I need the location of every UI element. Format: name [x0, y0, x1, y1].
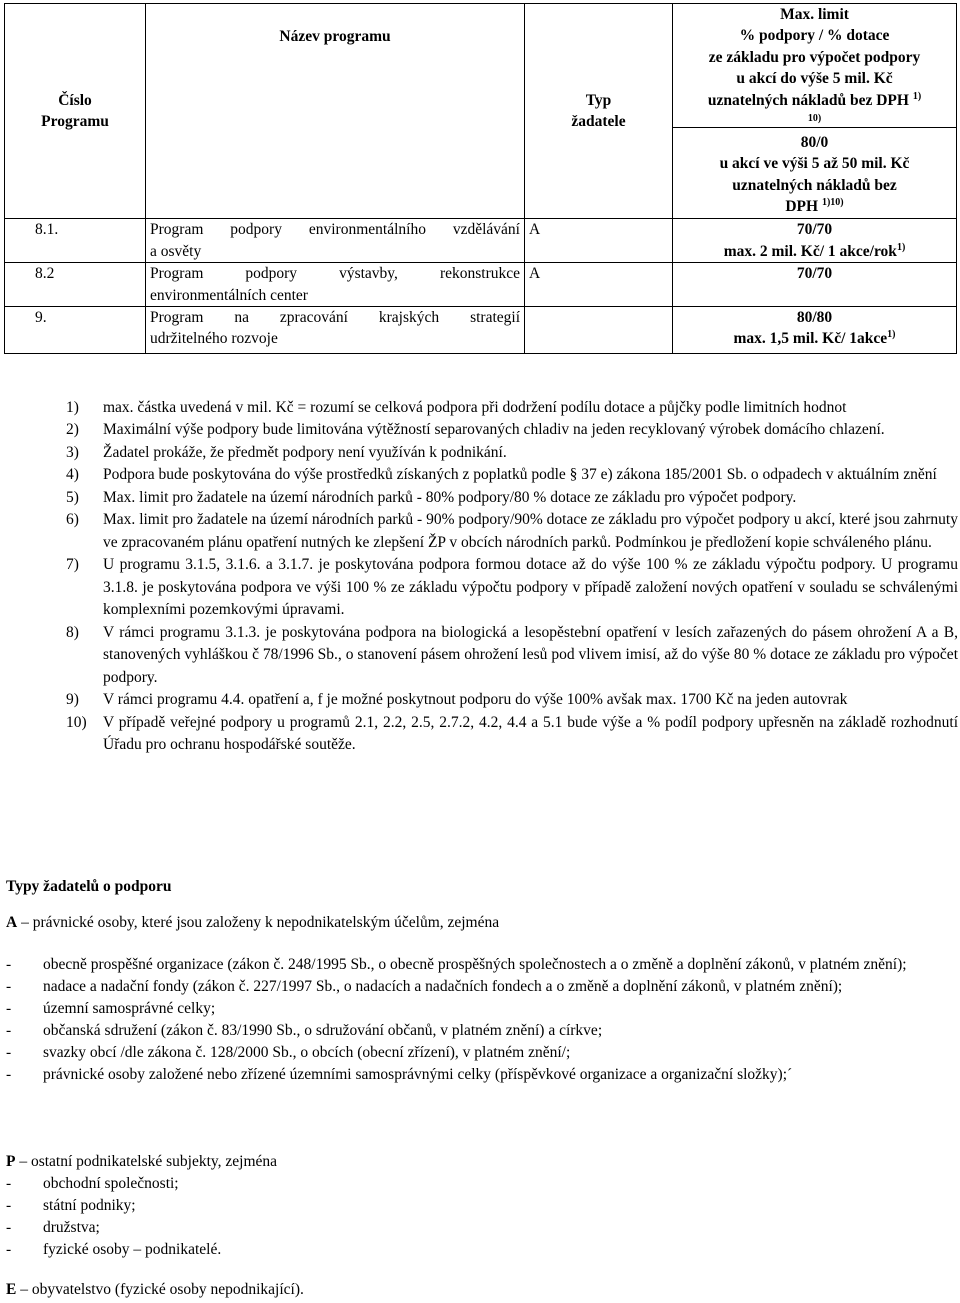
list-dash: -	[6, 956, 12, 973]
footnote-number: 2)	[66, 421, 79, 439]
row-type	[525, 219, 673, 263]
footnotes	[66, 397, 958, 757]
list-item-text: občanská sdružení (zákon č. 83/1990 Sb., o sdružování občanů, v platném znění) a církve;	[43, 1022, 603, 1039]
applicant-e-intro-text: – obyvatelstvo (fyzické osoby nepodnikající).	[16, 1281, 304, 1298]
applicant-a-intro-text: – právnické osoby, které jsou založeny k nepodnikatelským účelům, zejména	[17, 914, 500, 931]
row-name	[146, 219, 525, 263]
applicant-p-intro	[6, 1151, 956, 1173]
table-header-row	[5, 4, 957, 219]
list-item-text: družstva;	[43, 1219, 100, 1236]
row-limit-note-text: max. 2 mil. Kč/ 1 akce/rok	[723, 242, 897, 260]
footnote-3	[66, 442, 958, 464]
row-num	[5, 219, 146, 263]
list-item-text: státní podniky;	[43, 1197, 136, 1214]
list-item	[6, 1239, 956, 1261]
row-num	[5, 306, 146, 353]
footnote-6	[66, 509, 958, 554]
list-item	[6, 1020, 956, 1042]
list-item-text: obecně prospěšné organizace (zákon č. 248/1995 Sb., o obecně prospěšných společnostech a o změně a doplnění zákonů, v platném znění);	[43, 956, 907, 973]
list-item	[6, 1217, 956, 1239]
header-type-line2: žadatele	[571, 113, 626, 131]
list-item-text: obchodní společnosti;	[43, 1175, 179, 1192]
row-limit-note	[677, 241, 952, 262]
row-limit-value: 70/70	[796, 221, 833, 239]
row-limit	[673, 263, 957, 307]
header-limit-sup2: 10)	[807, 112, 822, 124]
row-limit	[673, 219, 957, 263]
footnote-text: Maximální výše podpory bude limitována výtěžností separovaných chladiv na jeden recyklovaný výrobek domácího chlazení.	[103, 421, 885, 439]
row-name-line1: Program podpory environmentálního vzdělávání	[150, 221, 520, 239]
list-dash: -	[6, 1219, 12, 1236]
applicant-p-intro-text: – ostatní podnikatelské subjekty, zejména	[15, 1153, 278, 1170]
footnote-4	[66, 464, 958, 486]
footnote-number: 4)	[66, 466, 79, 484]
applicant-type-e	[6, 1279, 956, 1301]
footnote-number: 8)	[66, 623, 79, 641]
footnote-9	[66, 689, 958, 711]
list-item	[6, 954, 956, 976]
header-max-limit	[673, 4, 957, 219]
row-limit-note-text: max. 1,5 mil. Kč/ 1akce	[733, 330, 888, 348]
row-limit-value: 80/80	[796, 308, 833, 326]
row-limit-note-sup: 1)	[887, 329, 896, 341]
list-item	[6, 1173, 956, 1195]
program-table	[4, 3, 957, 354]
applicant-e-letter: E	[6, 1281, 17, 1298]
footnote-text: V rámci programu 3.1.3. je poskytována podpora na biologická a lesopěstební opatření v lesích zařazených do pásem ohrožení A a B, stanovených vyhláškou č 78/1996 Sb., o stanovení pásem ohrožení lesů pod vlivem imisí, až do výše 80 % dotace ze základu pro výpočet podpory.	[103, 623, 958, 686]
header-limit-line5-text: uznatelných nákladů bez DPH	[707, 91, 909, 109]
row-name-line1: Program podpory výstavby, rekonstrukce	[150, 265, 520, 283]
limit2-line4-text: DPH	[785, 198, 819, 215]
applicant-a-letter: A	[6, 914, 18, 931]
row-num-text: 8.1.	[35, 221, 59, 239]
limit2-line2: u akcí ve výši 5 až 50 mil. Kč	[719, 155, 910, 173]
row-type	[525, 263, 673, 307]
applicant-type-a	[6, 912, 956, 1086]
limit2-line4	[677, 196, 952, 217]
header-limit-line2: % podpory / % dotace	[739, 27, 890, 45]
row-num-text: 8.2	[35, 265, 55, 283]
row-name	[146, 263, 525, 307]
header-num-line2: Programu	[41, 113, 109, 131]
limit2-line1: 80/0	[800, 133, 829, 151]
list-item-text: fyzické osoby – podnikatelé.	[43, 1241, 222, 1258]
row-name	[146, 306, 525, 353]
footnote-text: U programu 3.1.5, 3.1.6. a 3.1.7. je poskytována podpora formou dotace až do výše 100 % ze základu výpočtu podpory. U programu 3.1.8. je poskytována podpora ve výši 100 % ze základu výpočtu podpory v případě založení nových opatření v souladu se schválenými komplexními pozemkovými úpravami.	[103, 556, 958, 619]
applicant-a-intro	[6, 912, 956, 934]
footnote-2	[66, 419, 958, 441]
header-num-line1: Číslo	[58, 91, 92, 109]
footnote-10	[66, 712, 958, 757]
row-num-text: 9.	[35, 308, 47, 326]
header-limit-line1: Max. limit	[780, 6, 849, 23]
row-limit-note-sup: 1)	[896, 241, 906, 253]
list-dash: -	[6, 1022, 12, 1039]
row-limit-value: 70/70	[796, 265, 833, 283]
list-item	[6, 1064, 956, 1086]
footnote-8	[66, 622, 958, 689]
footnote-text: V případě veřejné podpory u programů 2.1, 2.2, 2.5, 2.7.2, 4.2, 4.4 a 5.1 bude výše a % podíl podpory upřesněn na základě rozhodnutí Úřadu pro ochranu hospodářské soutěže.	[103, 713, 958, 754]
list-dash: -	[6, 1241, 12, 1258]
table-row-8-2	[5, 263, 957, 307]
list-dash: -	[6, 1044, 12, 1061]
limit2-line3: uznatelných nákladů bez	[732, 176, 897, 194]
row-type-text: A	[529, 265, 541, 283]
header-limit-line5	[677, 90, 952, 111]
footnote-text: max. částka uvedená v mil. Kč = rozumí se celková podpora při dodržení podílu dotace a půjčky podle limitních hodnot	[103, 399, 847, 416]
header-program-name	[146, 4, 525, 219]
footnote-number: 3)	[66, 443, 79, 461]
footnote-text: Max. limit pro žadatele na území národních parků - 90% podpory/90% dotace ze základu pro výpočet podpory u akcí, které jsou zahrnuty ve zpracovaném plánu opatření nutných ke zlepšení ŽP v obcích národních parků. Podmínkou je předložení kopie schváleného plánu.	[103, 511, 958, 551]
table-row-9	[5, 306, 957, 353]
header-applicant-type	[525, 4, 673, 219]
row-limit-note	[677, 328, 952, 349]
list-item-text: územní samosprávné celky;	[43, 1000, 216, 1017]
list-item-text: právnické osoby založené nebo zřízené územními samosprávnými celky (příspěvkové organizace a organizační složky);´	[43, 1066, 793, 1083]
footnote-number: 10)	[66, 713, 87, 731]
list-item	[6, 1195, 956, 1217]
row-type	[525, 306, 673, 353]
list-dash: -	[6, 1175, 12, 1192]
applicant-p-letter: P	[6, 1153, 16, 1170]
footnote-text: Max. limit pro žadatele na území národních parků - 80% podpory/80 % dotace ze základu pro výpočet podpory.	[103, 488, 797, 506]
footnote-text: Žadatel prokáže, že předmět podpory není využíván k podnikání.	[103, 443, 507, 461]
footnote-text: Podpora bude poskytována do výše prostředků získaných z poplatků podle § 37 e) zákona 185/2001 Sb. o odpadech v aktuálním znění	[103, 466, 937, 484]
list-item	[6, 998, 956, 1020]
list-dash: -	[6, 1197, 12, 1214]
limit2-sup: 1)10)	[821, 196, 844, 208]
row-type-text: A	[529, 221, 541, 239]
list-item-text: nadace a nadační fondy (zákon č. 227/1997 Sb., o nadacích a nadačních fondech a o změně a doplnění zákonů, v platném znění);	[43, 978, 843, 995]
footnote-7	[66, 554, 958, 621]
applicant-types-heading: Typy žadatelů o podporu	[6, 878, 172, 895]
header-type-line1: Typ	[585, 91, 612, 109]
row-name-line1: Program na zpracování krajských strategií	[150, 308, 520, 326]
list-item	[6, 1042, 956, 1064]
row-name-line2: environmentálních center	[150, 286, 308, 304]
header-program-number	[5, 4, 146, 219]
footnote-5	[66, 487, 958, 509]
list-dash: -	[6, 1066, 12, 1083]
header-limit-line4: u akcí do výše 5 mil. Kč	[736, 70, 893, 88]
row-num	[5, 263, 146, 307]
footnote-1	[66, 397, 958, 419]
list-dash: -	[6, 1000, 12, 1017]
row-limit	[673, 306, 957, 353]
footnote-number: 5)	[66, 488, 79, 506]
header-name-text: Název programu	[279, 28, 391, 45]
list-item	[6, 976, 956, 998]
header-limit-line3: ze základu pro výpočet podpory	[708, 48, 921, 66]
footnote-number: 6)	[66, 511, 79, 529]
footnote-number: 9)	[66, 691, 79, 709]
limit-cell-5-50	[673, 127, 956, 219]
row-name-line2: a osvěty	[150, 242, 202, 260]
applicant-type-p	[6, 1151, 956, 1261]
table-row-8-1	[5, 219, 957, 263]
footnote-number: 7)	[66, 556, 79, 574]
list-item-text: svazky obcí /dle zákona č. 128/2000 Sb., o obcích (obecní zřízení), v platném znění/;	[43, 1044, 571, 1061]
footnote-text: V rámci programu 4.4. opatření a, f je možné poskytnout podporu do výše 100% avšak max. 1700 Kč na jeden autovrak	[103, 691, 848, 709]
footnote-number: 1)	[66, 399, 79, 416]
row-name-line2: udržitelného rozvoje	[150, 330, 278, 348]
header-limit-sup: 1)	[912, 90, 922, 102]
list-dash: -	[6, 978, 12, 995]
